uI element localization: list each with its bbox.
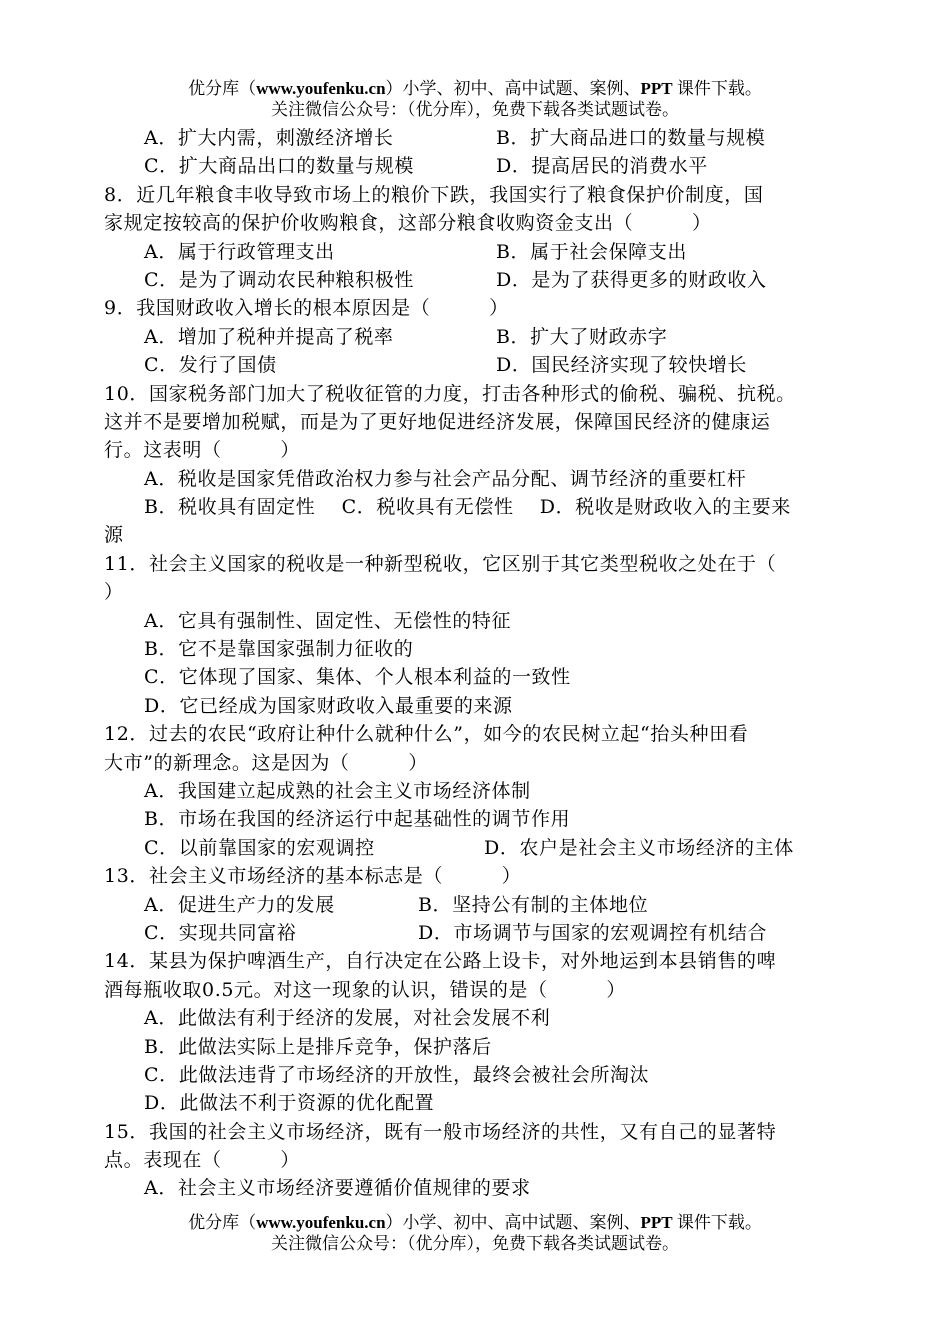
q10-option-a: A．税收是国家凭借政治权力参与社会产品分配、调节经济的重要杠杆 (144, 467, 747, 490)
q14-option-d: D．此做法不利于资源的优化配置 (144, 1092, 435, 1115)
q13-option-b: B．坚持公有制的主体地位 (418, 893, 649, 916)
q8-stem-1: 8．近几年粮食丰收导致市场上的粮价下跌，我国实行了粮食保护价制度，国 (104, 183, 764, 206)
q12-option-d: D．农户是社会主义市场经济的主体 (484, 836, 794, 859)
q15-stem-2: 点。表现在（ ） (104, 1149, 301, 1172)
q11-option-d: D．它已经成为国家财政收入最重要的来源 (144, 694, 513, 717)
q8-stem-2: 家规定按较高的保护价收购粮食，这部分粮食收购资金支出（ ） (104, 212, 712, 235)
header-line-1: 优分库（www.youfenku.cn）小学、初中、高中试题、案例、PPT 课件下载。 (188, 79, 762, 98)
q14-stem-1: 14．某县为保护啤酒生产，自行决定在公路上设卡，对外地运到本县销售的啤 (104, 950, 777, 973)
page-footer (0, 1212, 950, 1254)
q12-option-b: B．市场在我国的经济运行中起基础性的调节作用 (144, 808, 571, 831)
q7-options-ab (104, 124, 864, 152)
q13-option-c: C．实现共同富裕 (144, 921, 297, 944)
header-url: www.youfenku.cn (256, 79, 386, 98)
q8-option-d: D．是为了获得更多的财政收入 (496, 268, 767, 291)
q7-options-cd (104, 152, 864, 180)
q15-stem-1: 15．我国的社会主义市场经济，既有一般市场经济的共性，又有自己的显著特 (104, 1120, 777, 1143)
q10-options-tail: 源 (104, 524, 124, 547)
q9-option-a: A．增加了税种并提高了税率 (144, 325, 394, 348)
q8-options-cd (104, 266, 864, 294)
q7-option-c: C．扩大商品出口的数量与规模 (144, 155, 414, 178)
q7-option-a: A．扩大内需，刺激经济增长 (144, 127, 394, 149)
q8-option-c: C．是为了调动农民种粮积极性 (144, 268, 414, 291)
q13-option-d: D．市场调节与国家的宏观调控有机结合 (418, 921, 768, 944)
footer-line-1: 优分库（www.youfenku.cn）小学、初中、高中试题、案例、PPT 课件下载。 (188, 1213, 762, 1232)
q15-option-a: A．社会主义市场经济要遵循价值规律的要求 (144, 1177, 531, 1200)
q11-option-b: B．它不是靠国家强制力征收的 (144, 638, 414, 661)
footer-line-2: 关注微信公众号：（优分库），免费下载各类试题试卷。 (271, 1234, 679, 1253)
q12-stem-2: 大市”的新理念。这是因为（ ） (104, 751, 428, 774)
q12-option-a: A．我国建立起成熟的社会主义市场经济体制 (144, 779, 531, 802)
q9-option-c: C．发行了国债 (144, 354, 277, 377)
footer-url: www.youfenku.cn (256, 1213, 386, 1232)
q9-stem: 9．我国财政收入增长的根本原因是（ ） (104, 297, 509, 320)
q13-option-a: A．促进生产力的发展 (144, 893, 335, 916)
q14-stem-2: 酒每瓶收取0.5元。对这一现象的认识，错误的是（ ） (104, 978, 627, 1001)
q8-options-ab (104, 238, 864, 266)
question-content (104, 124, 864, 1203)
q11-stem-2: ） (104, 581, 124, 604)
q13-options-ab (104, 891, 864, 919)
q9-options-cd (104, 351, 864, 379)
q10-stem-1: 10．国家税务部门加大了税收征管的力度，打击各种形式的偷税、骗税、抗税。 (104, 382, 796, 405)
q7-option-d: D．提高居民的消费水平 (496, 155, 708, 178)
q9-options-ab (104, 323, 864, 351)
q11-option-a: A．它具有强制性、固定性、无偿性的特征 (144, 609, 512, 632)
q8-option-a: A．属于行政管理支出 (144, 240, 335, 263)
q12-options-cd (104, 834, 864, 862)
q9-option-d: D．国民经济实现了较快增长 (496, 354, 748, 377)
q12-stem-1: 12．过去的农民“政府让种什么就种什么”，如今的农民树立起“抬头种田看 (104, 723, 749, 746)
q14-option-c: C．此做法违背了市场经济的开放性，最终会被社会所淘汰 (144, 1063, 650, 1086)
q7-option-b: B．扩大商品进口的数量与规模 (496, 127, 766, 149)
q14-option-b: B．此做法实际上是排斥竞争，保护落后 (144, 1035, 492, 1058)
q10-options-bcd: B．税收具有固定性 C．税收具有无偿性 D．税收是财政收入的主要来 (144, 496, 791, 519)
q13-stem: 13．社会主义市场经济的基本标志是（ ） (104, 865, 522, 888)
q12-option-c: C．以前靠国家的宏观调控 (144, 836, 375, 859)
q10-stem-2: 这并不是要增加税赋，而是为了更好地促进经济发展，保障国民经济的健康运 (104, 410, 771, 433)
q9-option-b: B．扩大了财政赤字 (496, 325, 668, 348)
q13-options-cd (104, 919, 864, 947)
q8-option-b: B．属于社会保障支出 (496, 240, 687, 263)
q10-stem-3: 行。这表明（ ） (104, 439, 301, 462)
q11-option-c: C．它体现了国家、集体、个人根本利益的一致性 (144, 666, 571, 689)
q14-option-a: A．此做法有利于经济的发展，对社会发展不利 (144, 1007, 551, 1030)
page-header (0, 78, 950, 120)
header-line-2: 关注微信公众号：（优分库），免费下载各类试题试卷。 (271, 100, 679, 119)
q11-stem-1: 11．社会主义国家的税收是一种新型税收，它区别于其它类型税收之处在于（ (104, 552, 777, 575)
